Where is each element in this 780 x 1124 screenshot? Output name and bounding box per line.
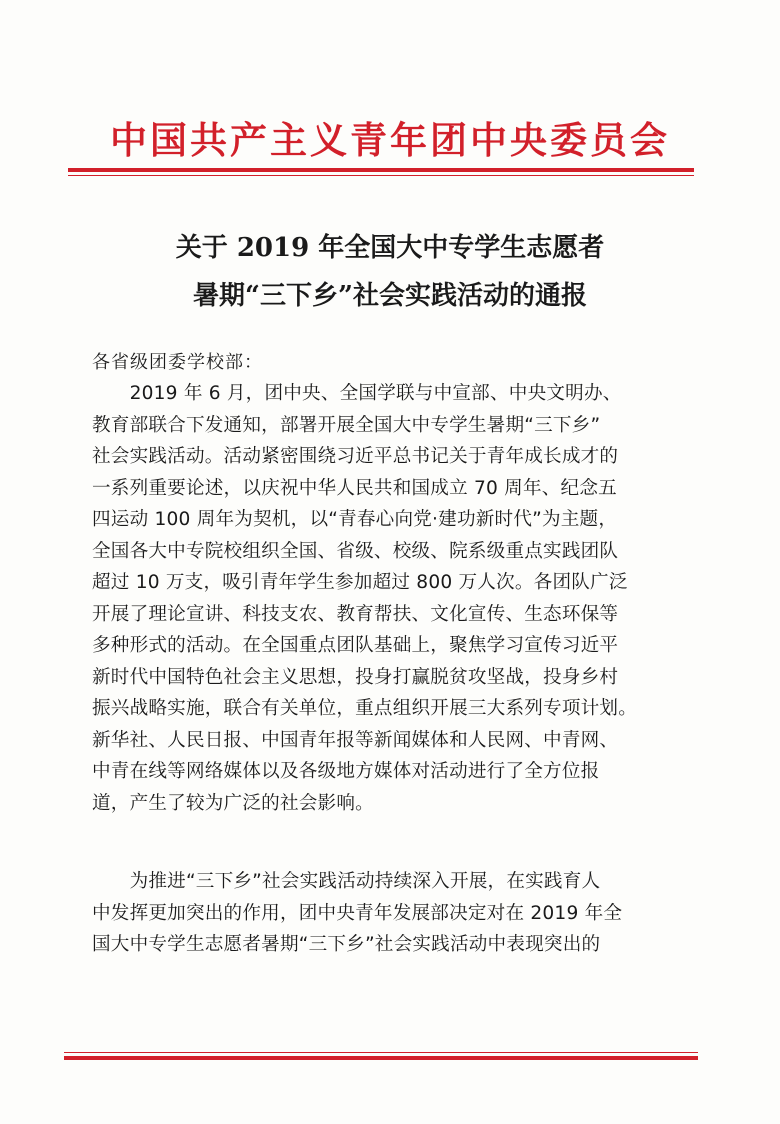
paragraph-line: 一系列重要论述，以庆祝中华人民共和国成立 70 周年、纪念五 — [92, 477, 617, 499]
paragraph-line: 全国各大中专院校组织全国、省级、校级、院系级重点实践团队 — [92, 540, 619, 562]
letterhead-rule-thin — [68, 175, 694, 176]
paragraph-line: 教育部联合下发通知，部署开展全国大中专学生暑期“三下乡” — [92, 414, 601, 436]
letterhead-rule-thick — [68, 168, 694, 172]
paragraph-line: 新华社、人民日报、中国青年报等新闻媒体和人民网、中青网、 — [92, 729, 619, 751]
paragraph-line: 道，产生了较为广泛的社会影响。 — [92, 792, 374, 814]
document-title — [0, 224, 780, 320]
paragraph-2 — [92, 866, 672, 961]
paragraph-line: 四运动 100 周年为契机，以“青春心向党·建功新时代”为主题， — [92, 509, 618, 530]
footer-rule-thick — [64, 1056, 698, 1060]
document-title-line1: 关于 2019 年全国大中专学生志愿者 — [175, 233, 605, 263]
salutation: 各省级团委学校部： — [92, 352, 263, 373]
paragraph-line: 社会实践活动。活动紧密围绕习近平总书记关于青年成长成才的 — [92, 446, 619, 467]
paragraph-line: 多种形式的活动。在全国重点团队基础上，聚焦学习宣传习近平 — [92, 635, 619, 656]
paragraph-1 — [92, 378, 672, 819]
paragraph-line: 中发挥更加突出的作用，团中央青年发展部决定对在 2019 年全 — [92, 902, 623, 924]
document-title-line2: 暑期“三下乡”社会实践活动的通报 — [193, 281, 587, 311]
paragraph-line: 超过 10 万支，吸引青年学生参加超过 800 万人次。各团队广泛 — [92, 572, 628, 593]
paragraph-line: 开展了理论宣讲、科技支农、教育帮扶、文化宣传、生态环保等 — [92, 603, 619, 625]
paragraph-line: 为推进“三下乡”社会实践活动持续深入开展，在实践育人 — [92, 871, 601, 892]
paragraph-line: 中青在线等网络媒体以及各级地方媒体对活动进行了全方位报 — [92, 761, 600, 782]
letterhead-org-name: 中国共产主义青年团中央委员会 — [110, 119, 670, 162]
paragraph-line: 新时代中国特色社会主义思想，投身打赢脱贫攻坚战，投身乡村 — [92, 666, 619, 688]
paragraph-line: 国大中专学生志愿者暑期“三下乡”社会实践活动中表现突出的 — [92, 934, 601, 955]
footer-rule-thin — [64, 1052, 698, 1053]
paragraph-line: 2019 年 6 月，团中央、全国学联与中宣部、中央文明办、 — [92, 383, 622, 404]
paragraph-line: 振兴战略实施，联合有关单位，重点组织开展三大系列专项计划。 — [92, 698, 638, 719]
